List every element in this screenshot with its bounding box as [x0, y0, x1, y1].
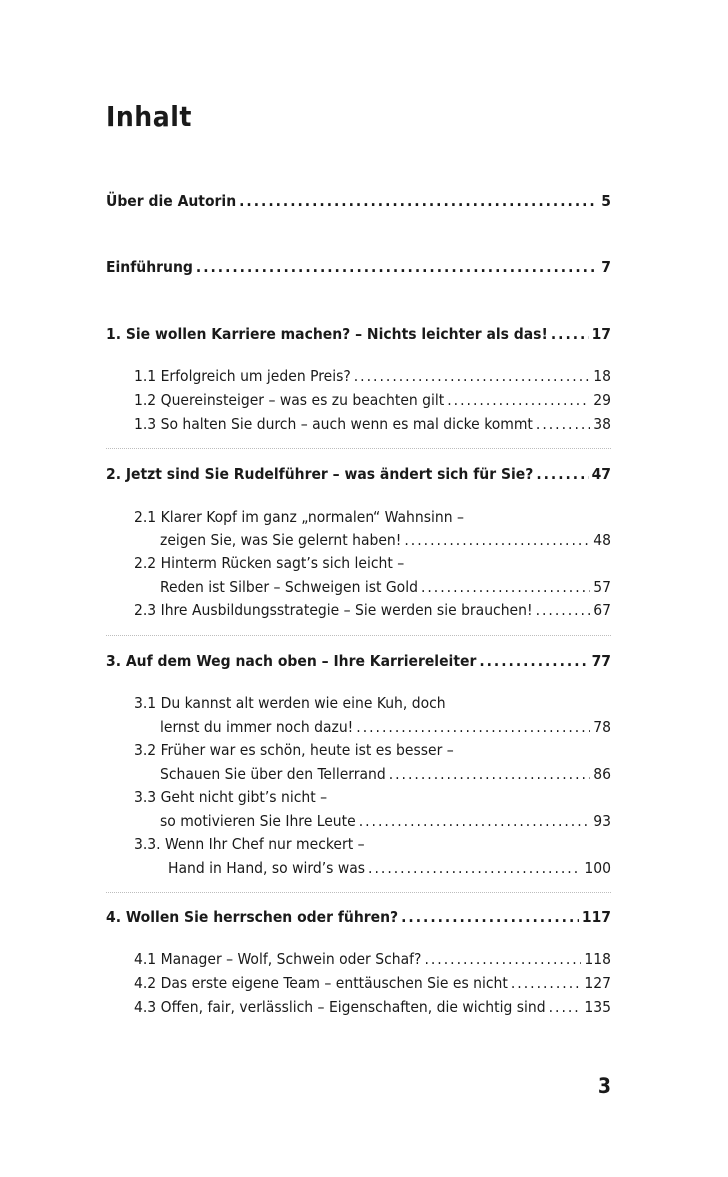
page-title: Inhalt	[106, 100, 192, 133]
leader-dots	[424, 950, 581, 968]
leader-dots	[421, 578, 590, 596]
toc-section-label: 4.3 Offen, fair, verlässlich – Eigenschaften, die wichtig sind	[134, 998, 546, 1016]
toc-section-1-1	[134, 367, 611, 385]
leader-dots	[536, 415, 590, 433]
toc-section-label: 4.2 Das erste eigene Team – enttäuschen Sie es nicht	[134, 974, 508, 992]
leader-dots	[536, 465, 588, 483]
toc-section-label: Hand in Hand, so wird’s was	[168, 859, 366, 877]
toc-chapter-3	[106, 652, 611, 670]
toc-chapter-page: 77	[591, 652, 611, 670]
page-number: 3	[597, 1074, 611, 1098]
leader-dots	[368, 859, 581, 877]
leader-dots	[196, 258, 598, 276]
toc-section-label: 2.3 Ihre Ausbildungsstrategie – Sie werden sie brauchen!	[134, 601, 533, 619]
leader-dots	[536, 601, 591, 619]
toc-entry-page: 5	[601, 192, 611, 210]
leader-dots	[239, 192, 598, 210]
toc-chapter-1	[106, 325, 611, 343]
toc-chapter-2	[106, 465, 611, 483]
toc-chapter-4	[106, 908, 611, 926]
toc-chapter-page: 47	[591, 465, 611, 483]
toc-section-3-1-line1: 3.1 Du kannst alt werden wie eine Kuh, doch	[134, 694, 446, 712]
toc-section-label: 1.2 Quereinsteiger – was es zu beachten gilt	[134, 391, 445, 409]
section-divider	[106, 448, 611, 450]
toc-section-page: 57	[593, 578, 611, 596]
toc-chapter-label: 3. Auf dem Weg nach oben – Ihre Karriereleiter	[106, 652, 477, 670]
leader-dots	[479, 652, 588, 670]
leader-dots	[404, 531, 590, 549]
toc-section-page: 93	[593, 812, 611, 830]
toc-section-2-2	[160, 578, 611, 596]
toc-section-4-2	[134, 974, 611, 992]
toc-section-2-1	[160, 531, 611, 549]
leader-dots	[359, 812, 591, 830]
leader-dots	[551, 325, 589, 343]
toc-section-label: Reden ist Silber – Schweigen ist Gold	[160, 578, 418, 596]
leader-dots	[401, 908, 579, 926]
leader-dots	[356, 718, 590, 736]
toc-section-page: 118	[584, 950, 611, 968]
toc-section-page: 48	[593, 531, 611, 549]
toc-chapter-page: 117	[581, 908, 611, 926]
toc-chapter-label: 4. Wollen Sie herrschen oder führen?	[106, 908, 399, 926]
toc-section-3-4	[168, 859, 611, 877]
toc-entry-label: Einführung	[106, 258, 193, 276]
section-divider	[106, 892, 611, 894]
toc-section-3-1	[160, 718, 611, 736]
leader-dots	[549, 998, 582, 1016]
toc-section-page: 100	[584, 859, 611, 877]
toc-entry-label: Über die Autorin	[106, 192, 237, 210]
leader-dots	[511, 974, 582, 992]
leader-dots	[354, 367, 591, 385]
toc-section-3-2	[160, 765, 611, 783]
toc-chapter-label: 2. Jetzt sind Sie Rudelführer – was ändert sich für Sie?	[106, 465, 534, 483]
toc-section-page: 38	[593, 415, 611, 433]
toc-section-label: 1.1 Erfolgreich um jeden Preis?	[134, 367, 351, 385]
toc-section-2-1-line1: 2.1 Klarer Kopf im ganz „normalen“ Wahnsinn –	[134, 508, 464, 526]
toc-section-page: 86	[593, 765, 611, 783]
toc-section-page: 18	[593, 367, 611, 385]
toc-section-4-1	[134, 950, 611, 968]
toc-section-4-3	[134, 998, 611, 1016]
leader-dots	[389, 765, 591, 783]
toc-section-page: 29	[593, 391, 611, 409]
toc-chapter-page: 17	[591, 325, 611, 343]
toc-section-2-2-line1: 2.2 Hinterm Rücken sagt’s sich leicht –	[134, 554, 405, 572]
section-divider	[106, 635, 611, 637]
toc-section-label: lernst du immer noch dazu!	[160, 718, 354, 736]
toc-section-1-2	[134, 391, 611, 409]
toc-section-label: 1.3 So halten Sie durch – auch wenn es mal dicke kommt	[134, 415, 533, 433]
toc-section-page: 127	[584, 974, 611, 992]
toc-entry-autorin	[106, 192, 611, 210]
toc-section-label: Schauen Sie über den Tellerrand	[160, 765, 386, 783]
toc-section-3-2-line1: 3.2 Früher war es schön, heute ist es besser –	[134, 741, 454, 759]
toc-chapter-label: 1. Sie wollen Karriere machen? – Nichts leichter als das!	[106, 325, 548, 343]
toc-section-label: so motivieren Sie Ihre Leute	[160, 812, 356, 830]
leader-dots	[447, 391, 590, 409]
toc-section-3-3-line1: 3.3 Geht nicht gibt’s nicht –	[134, 788, 328, 806]
toc-section-2-3	[134, 601, 611, 619]
toc-section-3-4-line1: 3.3. Wenn Ihr Chef nur meckert –	[134, 835, 365, 853]
toc-entry-page: 7	[601, 258, 611, 276]
toc-section-page: 135	[584, 998, 611, 1016]
toc-section-label: 4.1 Manager – Wolf, Schwein oder Schaf?	[134, 950, 422, 968]
toc-section-label: zeigen Sie, was Sie gelernt haben!	[160, 531, 402, 549]
toc-section-1-3	[134, 415, 611, 433]
toc-section-page: 78	[593, 718, 611, 736]
toc-section-page: 67	[593, 601, 611, 619]
toc-section-3-3	[160, 812, 611, 830]
toc-entry-einfuehrung	[106, 258, 611, 276]
